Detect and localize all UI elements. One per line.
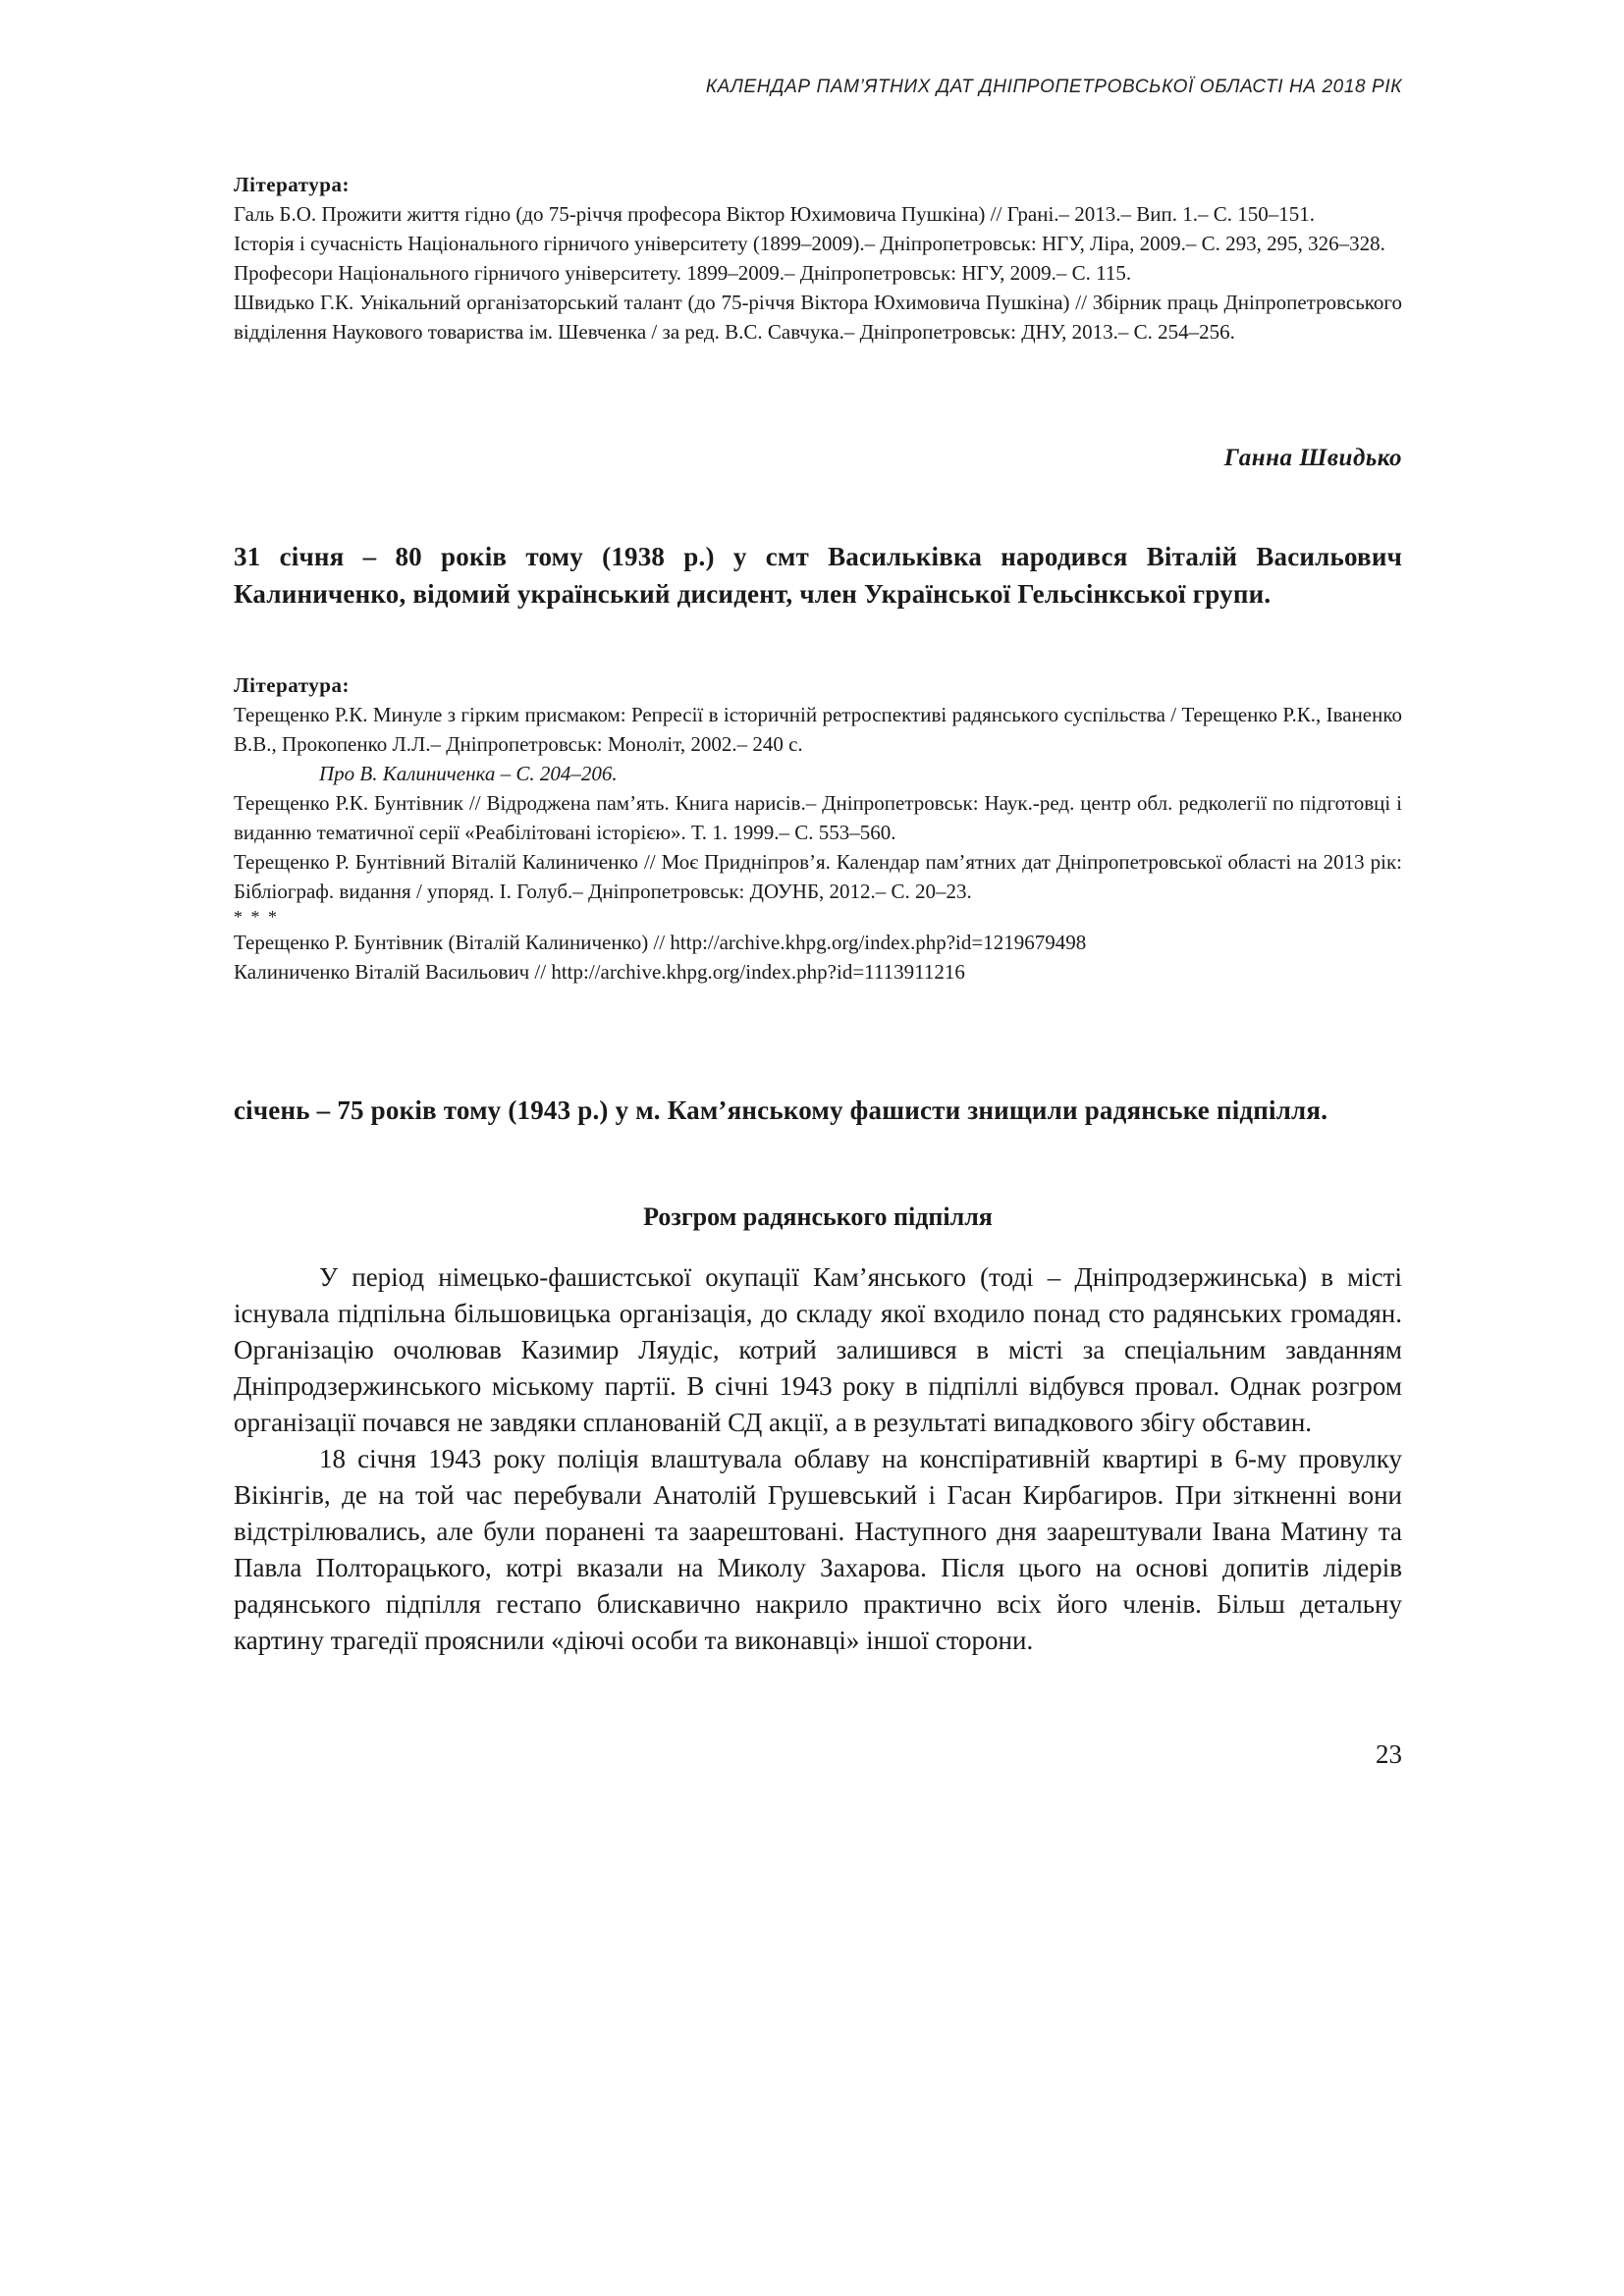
reference-item: Терещенко Р.К. Бунтівник // Відроджена пам’ять. Книга нарисів.– Дніпропетровськ: Наук.-ред. центр обл. редколегії по підготовці і виданню тематичної серії «Реабілітовані історією». Т. 1. 1999.– С. 553–560. [234,791,1402,844]
reference-item: Професори Національного гірничого університету. 1899–2009.– Дніпропетровськ: НГУ, 2009.– С. 115. [234,261,1132,285]
author-block [234,445,1402,472]
literature-heading: Література: [234,673,350,697]
literature-heading: Література: [234,173,350,196]
separator: * * * [234,907,279,927]
event-title: 31 січня – 80 років тому (1938 р.) у смт Васильківка народився Віталій Васильович Калиниченко, відомий український дисидент, член Української Гельсінкської групи. [234,542,1402,609]
literature-section-2 [234,670,1402,987]
reference-item: Швидько Г.К. Унікальний організаторський талант (до 75-річчя Віктора Юхимовича Пушкіна) // Збірник праць Дніпропетровського відділення Наукового товариства ім. Шевченка / за ред. В.С. Савчука.– Дніпропетровськ: ДНУ, 2013.– С. 254–256. [234,291,1402,344]
literature-section-1 [234,170,1402,347]
event-section-3 [234,1092,1402,1129]
body-paragraph: У період німецько-фашистської окупації Кам’янського (тоді – Дніпродзержинська) в місті існувала підпільна більшовицька організація, до складу якої входило понад сто радянських громадян. Організацію очолював Казимир Ляудіс, котрий залишився в місті за спеціальним завданням Дніпродзержинського міському партії. В січні 1943 року в підпіллі відбувся провал. Однак розгром організації почався не завдяки спланованій СД акції, а в результаті випадкового збігу обставин. [234,1262,1402,1437]
web-reference: Калиниченко Віталій Васильович // http://archive.khpg.org/index.php?id=1113911216 [234,960,965,984]
article-title-block [234,1202,1402,1232]
reference-item: Галь Б.О. Прожити життя гідно (до 75-річчя професора Віктор Юхимовича Пушкіна) // Грані.– 2013.– Вип. 1.– С. 150–151. [234,202,1316,226]
reference-item: Терещенко Р. Бунтівний Віталій Калиниченко // Моє Придніпров’я. Календар пам’ятних дат Дніпропетровської області на 2013 рік: Бібліограф. видання / упоряд. І. Голуб.– Дніпропетровськ: ДОУНБ, 2012.– С. 20–23. [234,850,1402,903]
reference-item: Історія і сучасність Національного гірничого університету (1899–2009).– Дніпропетровськ: НГУ, Ліра, 2009.– С. 293, 295, 326–328. [234,232,1385,255]
page-number: 23 [1376,1739,1402,1769]
article-title: Розгром радянського підпілля [643,1202,993,1231]
reference-item: Терещенко Р.К. Минуле з гірким присмаком: Репресії в історичній ретроспективі радянського суспільства / Терещенко Р.К., Іваненко В.В., Прокопенко Л.Л.– Дніпропетровськ: Моноліт, 2002.– 240 с. [234,703,1402,756]
event-section-2 [234,538,1402,613]
article-body [234,1259,1402,1659]
running-header: КАЛЕНДАР ПАМ’ЯТНИХ ДАТ ДНІПРОПЕТРОВСЬКОЇ ОБЛАСТІ НА 2018 РІК [705,77,1402,97]
author-signature: Ганна Швидько [1223,445,1402,471]
web-reference: Терещенко Р. Бунтівник (Віталій Калиниченко) // http://archive.khpg.org/index.php?id=1219679498 [234,931,1087,954]
event-title: січень – 75 років тому (1943 р.) у м. Кам’янському фашисти знищили радянське підпілля. [234,1095,1328,1125]
reference-note: Про В. Калиниченка – С. 204–206. [319,762,618,785]
body-paragraph: 18 січня 1943 року поліція влаштувала облаву на конспіративній квартирі в 6-му провулку Вікінгів, де на той час перебували Анатолій Грушевський і Гасан Кирбагиров. При зіткненні вони відстрілювались, але були поранені та заарештовані. Наступного дня заарештували Івана Матину та Павла Полторацького, котрі вказали на Миколу Захарова. Після цього на основі допитів лідерів радянського підпілля гестапо блискавично накрило практично всіх його членів. Більш детальну картину трагедії прояснили «діючі особи та виконавці» іншої сторони. [234,1444,1402,1655]
